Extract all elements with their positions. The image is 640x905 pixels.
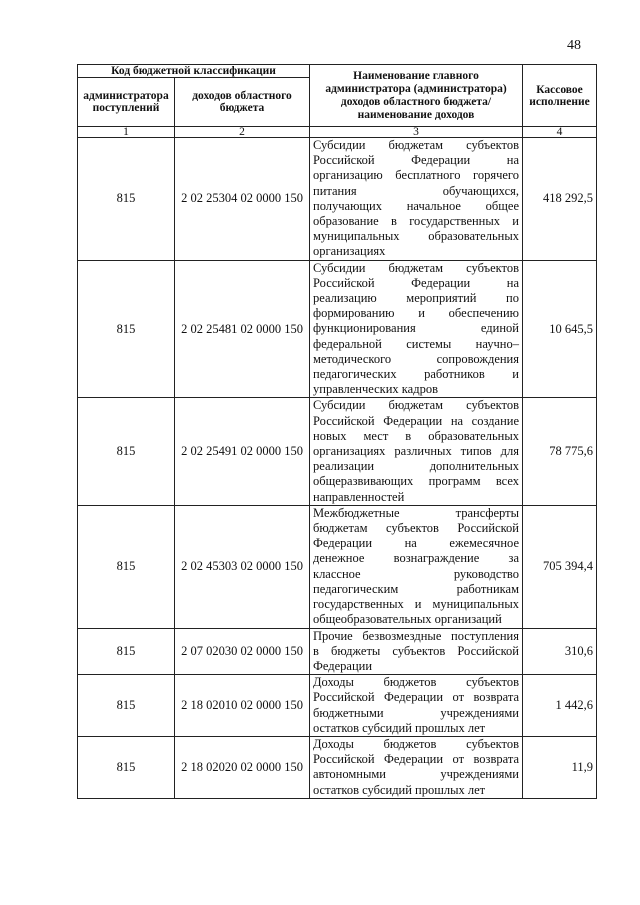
income-name-line: бюджетными учреждениями bbox=[313, 705, 519, 720]
income-name-line: автономными учреждениями bbox=[313, 767, 519, 782]
income-name-line: Доходы бюджетов субъектов bbox=[313, 675, 519, 690]
income-name-line: остатков субсидий прошлых лет bbox=[313, 782, 486, 797]
income-name-cell bbox=[310, 138, 523, 261]
income-name-line: Российской Федерации от возврата bbox=[313, 690, 519, 705]
admin-code-cell: 815 bbox=[78, 628, 175, 675]
column-number: 3 bbox=[310, 127, 523, 138]
header-admin: администратора поступлений bbox=[78, 78, 175, 127]
header-cash-execution: Кассовое исполнение bbox=[523, 65, 597, 127]
income-name-line: новых мест в образовательных bbox=[313, 428, 519, 443]
income-name-line: общеразвивающих программ всех bbox=[313, 474, 519, 489]
table-row bbox=[78, 628, 597, 675]
table-row bbox=[78, 505, 597, 628]
income-name-line: реализации дополнительных bbox=[313, 459, 519, 474]
income-name-line: получающих начальное общее bbox=[313, 198, 519, 213]
income-name-line: функционирования единой bbox=[313, 321, 519, 336]
income-name-line: питания обучающихся, bbox=[313, 183, 519, 198]
income-name-line: муниципальных образовательных bbox=[313, 229, 519, 244]
income-name-line: Прочие безвозмездные поступления bbox=[313, 628, 519, 643]
admin-code-cell: 815 bbox=[78, 138, 175, 261]
column-number-row bbox=[78, 127, 597, 138]
income-name-line: Федерации на ежемесячное bbox=[313, 536, 519, 551]
income-code-cell: 2 18 02020 02 0000 150 bbox=[175, 736, 310, 798]
budget-table bbox=[77, 64, 597, 799]
income-name-line: федеральной системы научно– bbox=[313, 336, 519, 351]
admin-code-cell: 815 bbox=[78, 736, 175, 798]
income-name-line: Субсидии бюджетам субъектов bbox=[313, 138, 519, 152]
column-number: 2 bbox=[175, 127, 310, 138]
income-name-line: управленческих кадров bbox=[313, 382, 438, 397]
income-name-cell bbox=[310, 260, 523, 398]
income-name-line: организациях bbox=[313, 244, 386, 259]
income-name-line: Российской Федерации от возврата bbox=[313, 752, 519, 767]
income-name-line: государственных и муниципальных bbox=[313, 597, 519, 612]
admin-code-cell: 815 bbox=[78, 675, 175, 737]
table-row bbox=[78, 736, 597, 798]
income-code-cell: 2 02 25491 02 0000 150 bbox=[175, 398, 310, 505]
header-classification-code: Код бюджетной классификации bbox=[78, 65, 310, 78]
income-name-line: Межбюджетные трансферты bbox=[313, 505, 519, 520]
income-name-line: направленностей bbox=[313, 489, 405, 504]
income-code-cell: 2 02 25304 02 0000 150 bbox=[175, 138, 310, 261]
income-name-line: бюджетам субъектов Российской bbox=[313, 521, 519, 536]
income-code-cell: 2 02 25481 02 0000 150 bbox=[175, 260, 310, 398]
income-name-line: формированию и обеспечению bbox=[313, 306, 519, 321]
table-row bbox=[78, 398, 597, 505]
admin-code-cell: 815 bbox=[78, 398, 175, 505]
column-number: 1 bbox=[78, 127, 175, 138]
amount-cell: 11,9 bbox=[523, 736, 597, 798]
income-name-line: реализацию мероприятий по bbox=[313, 291, 519, 306]
income-name-line: Субсидии бюджетам субъектов bbox=[313, 398, 519, 413]
header-income-name: Наименование главного администратора (администратора) доходов областного бюджета/ наименование доходов bbox=[310, 65, 523, 127]
income-code-cell: 2 18 02010 02 0000 150 bbox=[175, 675, 310, 737]
income-name-line: образование в государственных и bbox=[313, 214, 519, 229]
admin-code-cell: 815 bbox=[78, 505, 175, 628]
table-row bbox=[78, 260, 597, 398]
amount-cell: 10 645,5 bbox=[523, 260, 597, 398]
income-name-line: Субсидии бюджетам субъектов bbox=[313, 260, 519, 275]
income-name-line: педагогических работников и bbox=[313, 367, 519, 382]
income-name-cell bbox=[310, 736, 523, 798]
amount-cell: 1 442,6 bbox=[523, 675, 597, 737]
income-name-cell bbox=[310, 675, 523, 737]
income-name-cell bbox=[310, 628, 523, 675]
table-row bbox=[78, 138, 597, 261]
income-name-line: Российской Федерации на bbox=[313, 275, 519, 290]
income-name-line: педагогическим работникам bbox=[313, 581, 519, 596]
column-number: 4 bbox=[523, 127, 597, 138]
income-name-line: методического сопровождения bbox=[313, 351, 519, 366]
income-name-cell bbox=[310, 398, 523, 505]
amount-cell: 705 394,4 bbox=[523, 505, 597, 628]
admin-code-cell: 815 bbox=[78, 260, 175, 398]
amount-cell: 310,6 bbox=[523, 628, 597, 675]
income-name-line: организацию бесплатного горячего bbox=[313, 168, 519, 183]
header-income-code: доходов областного бюджета bbox=[175, 78, 310, 127]
amount-cell: 78 775,6 bbox=[523, 398, 597, 505]
income-name-line: Федерации bbox=[313, 658, 373, 673]
income-name-line: в бюджеты субъектов Российской bbox=[313, 643, 519, 658]
page-number: 48 bbox=[567, 38, 581, 53]
income-name-line: Доходы бюджетов субъектов bbox=[313, 736, 519, 751]
income-name-line: организациях различных типов для bbox=[313, 444, 519, 459]
table-row bbox=[78, 675, 597, 737]
income-name-cell bbox=[310, 505, 523, 628]
income-name-line: классное руководство bbox=[313, 566, 519, 581]
amount-cell: 418 292,5 bbox=[523, 138, 597, 261]
income-name-line: Российской Федерации на bbox=[313, 153, 519, 168]
income-name-line: остатков субсидий прошлых лет bbox=[313, 720, 486, 735]
income-name-line: общеобразовательных организаций bbox=[313, 612, 502, 627]
income-name-line: Российской Федерации на создание bbox=[313, 413, 519, 428]
income-name-line: денежное вознаграждение за bbox=[313, 551, 519, 566]
income-code-cell: 2 07 02030 02 0000 150 bbox=[175, 628, 310, 675]
income-code-cell: 2 02 45303 02 0000 150 bbox=[175, 505, 310, 628]
